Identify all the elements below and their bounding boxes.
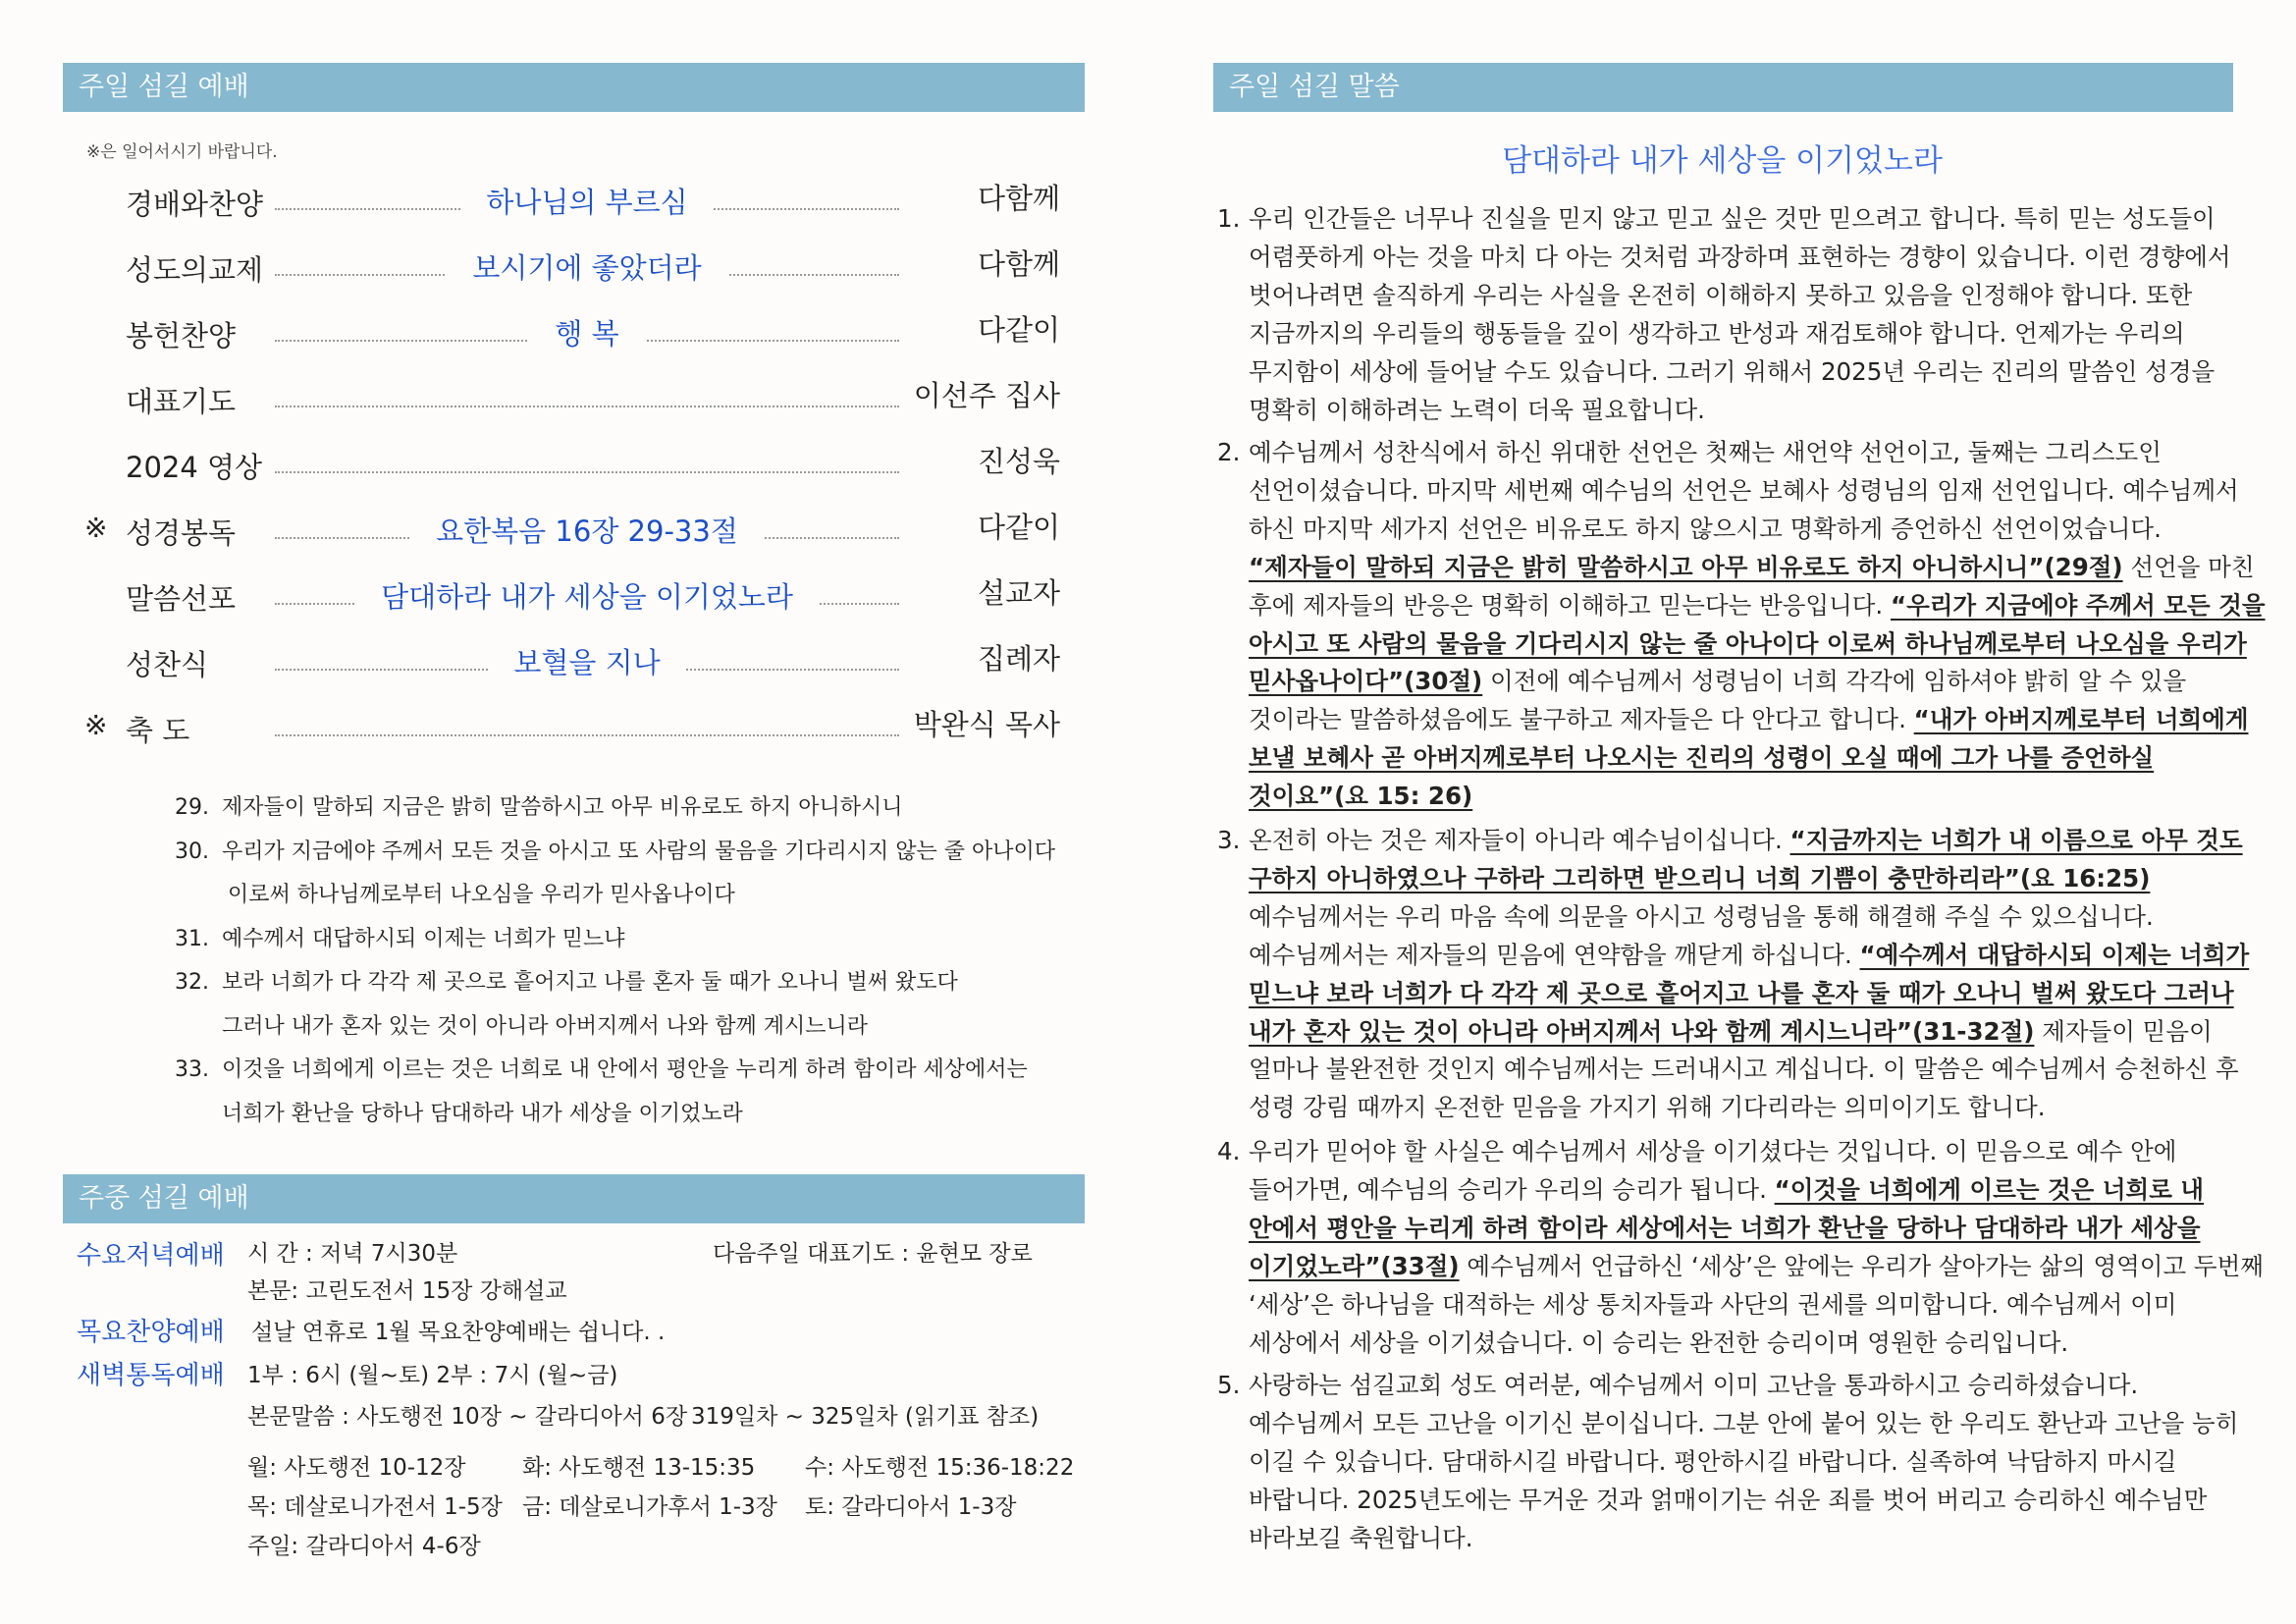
verse: [175, 838, 1058, 882]
paragraph-number: 3.: [1217, 826, 1241, 854]
standing-note: ※은 일어서시기 바랍니다.: [86, 142, 278, 162]
paragraph-line: 바라보길 축원합니다.: [1249, 1523, 1473, 1552]
paragraph-line: [1217, 625, 2247, 664]
daily-reading: 주일: 갈라디아서 4-6장: [247, 1534, 481, 1559]
quote-text: 이기었노라”(33절): [1249, 1251, 1460, 1280]
paragraph-line: ‘세상’은 하나님을 대적하는 세상 통치자들과 사단의 권세를 의미합니다. 예수님께서 이미: [1249, 1289, 2177, 1319]
next-prayer: 다음주일 대표기도 : 윤현모 장로: [713, 1241, 1033, 1267]
sermon-paragraph-4: [1217, 1133, 2264, 1362]
order-row: [79, 502, 1060, 568]
order-item: 2024 영상: [126, 451, 263, 484]
paragraph-line: 명확히 이해하려는 노력이 더욱 필요합니다.: [1249, 395, 1705, 424]
order-row: [79, 633, 1060, 699]
daily-reading: 토: 갈라디아서 1-3장: [805, 1494, 1017, 1520]
paragraph-line: 무지함이 세상에 들어날 수도 있습니다. 그러기 위해서 2025년 우리는 진리의 말씀인 성경을: [1249, 356, 2216, 386]
verse-number: 30.: [175, 839, 209, 864]
order-title: 하나님의 부르심: [460, 186, 713, 219]
paragraph-line: 성령 강림 때까지 온전한 믿음을 가지기 위해 기다리라는 의미이기도 합니다.: [1249, 1093, 2046, 1122]
dotted-leader: [275, 734, 899, 736]
order-leader: 진성욱: [977, 445, 1060, 478]
verse: [175, 1056, 1058, 1100]
order-title: 행 복: [529, 317, 644, 351]
order-row: [79, 568, 1060, 633]
order-title: 요한복음 16장 29-33절: [410, 514, 764, 548]
order-leader: 다같이: [977, 313, 1060, 347]
order-row: [79, 304, 1060, 370]
verse-text: 이로써 하나님께로부터 나오심을 우리가 믿사옵나이다: [228, 883, 735, 907]
paragraph-line: 지금까지의 우리들의 행동들을 깊이 생각하고 반성과 재검토해야 합니다. 언제가는 우리의: [1249, 318, 2185, 348]
paragraph-line: [1217, 1013, 2228, 1052]
order-item: 경배와찬양: [126, 188, 264, 221]
plain-text: 후에 제자들의 반응은 명확히 이해하고 믿는다는 반응입니다.: [1249, 590, 1891, 620]
paragraph-line: 하신 마지막 세가지 선언은 비유로도 하지 않으시고 명확하게 증언하신 선언이었습니다.: [1249, 514, 2162, 543]
paragraph-line: 바랍니다. 2025년도에는 무거운 것과 얽매이기는 쉬운 죄를 벗어 버리고 승리하신 예수님만: [1249, 1485, 2208, 1514]
verse: [175, 925, 1058, 969]
dawn-label: 새벽통독예배: [77, 1361, 225, 1390]
verse: [175, 968, 1058, 1012]
paragraph-line: [1217, 1248, 2264, 1286]
paragraph-line: [1217, 549, 2255, 587]
dawn-days: 319일차 ~ 325일차 (읽기표 참조): [691, 1404, 1040, 1430]
sermon-paragraph-5: [1217, 1367, 2239, 1558]
quote-text: “제자들이 말하되 지금은 밝히 말씀하시고 아무 비유로도 하지 아니하시니”(29절): [1249, 552, 2123, 581]
paragraph-line: [1217, 739, 2228, 778]
paragraph-number: 2.: [1217, 438, 1241, 466]
plain-text: 예수님께서 언급하신 ‘세상’은 앞에는 우리가 살아가는 삶의 영역이고 두번째: [1459, 1251, 2264, 1280]
dawn-time: 1부 : 6시 (월~토) 2부 : 7시 (월~금): [247, 1363, 618, 1388]
dotted-leader: [275, 471, 899, 473]
order-leader: 집례자: [977, 642, 1060, 676]
sermon-paragraph-3: [1217, 822, 2250, 1127]
sermon-title: 담대하라 내가 세상을 이기었노라: [1502, 143, 1943, 179]
paragraph-line: [1217, 1171, 2228, 1210]
order-item: 대표기도: [126, 385, 237, 418]
order-row: [79, 173, 1060, 239]
sermon-header: 주일 섬길 말씀: [1213, 63, 2233, 112]
paragraph-line: 예수님께서 성찬식에서 하신 위대한 선언은 첫째는 새언약 선언이고, 둘째는 그리스도인: [1249, 438, 2162, 466]
order-item: 봉헌찬양: [126, 319, 237, 352]
plain-text: 제자들이 믿음이: [2034, 1016, 2213, 1046]
daily-reading: 목: 데살로니가전서 1-5장: [247, 1494, 503, 1520]
paragraph-line: 세상에서 세상을 이기셨습니다. 이 승리는 완전한 승리이며 영원한 승리입니다.: [1249, 1327, 2069, 1357]
verse-text: 보라 너희가 다 각각 제 곳으로 흩어지고 나를 혼자 둘 때가 오나니 벌써 왔도다: [222, 970, 958, 995]
quote-text: 믿사옵나이다”(30절): [1249, 667, 1483, 696]
verse: [175, 793, 1058, 838]
paragraph-line: 우리가 믿어야 할 사실은 예수님께서 세상을 이기셨다는 것입니다. 이 믿음으로 예수 안에: [1249, 1137, 2177, 1165]
daily-reading: 월: 사도행전 10-12장: [247, 1455, 466, 1481]
dotted-leader: [275, 406, 899, 407]
paragraph-line: [1217, 975, 2234, 1013]
order-row: [79, 436, 1060, 502]
plain-text: 온전히 아는 것은 제자들이 아니라 예수님이십니다.: [1249, 826, 1790, 854]
verse-text: 예수께서 대답하시되 이제는 너희가 믿느냐: [222, 926, 625, 951]
wed-time: 시 간 : 저녁 7시30분: [247, 1241, 458, 1267]
paragraph-line: 얼마나 불완전한 것인지 예수님께서는 드러내시고 계십니다. 이 말씀은 예수님께서 승천하신 후: [1249, 1055, 2239, 1084]
paragraph-number: 1.: [1217, 204, 1241, 233]
order-leader: 이선주 집사: [913, 379, 1060, 412]
order-of-worship: [79, 173, 1060, 765]
verse-number: 33.: [175, 1057, 209, 1082]
paragraph-line: 예수님께서는 우리 마음 속에 의문을 아시고 성령님을 통해 해결해 주실 수 있으십니다.: [1249, 901, 2154, 931]
paragraph-line: 사랑하는 섬길교회 성도 여러분, 예수님께서 이미 고난을 통과하시고 승리하셨습니다.: [1249, 1371, 2139, 1399]
order-leader: 박완식 목사: [913, 708, 1060, 741]
paragraph-line: 벗어나려면 솔직하게 우리는 사실을 온전히 이해하지 못하고 있음을 인정해야 합니다. 또한: [1249, 280, 2193, 309]
verse-number: 29.: [175, 795, 209, 820]
verse-text: 너희가 환난을 당하나 담대하라 내가 세상을 이기었노라: [222, 1101, 743, 1126]
paragraph-line: 선언이셨습니다. 마지막 세번째 예수님의 선언은 보혜사 성령님의 임재 선언입니다. 예수님께서: [1249, 475, 2239, 505]
daily-reading: 금: 데살로니가후서 1-3장: [522, 1494, 777, 1520]
dawn-text: 본문말씀 : 사도행전 10장 ~ 갈라디아서 6장: [247, 1404, 688, 1430]
order-title: 담대하라 내가 세상을 이기었노라: [355, 580, 819, 614]
sermon-paragraph-1: [1217, 200, 2231, 429]
order-item: 성찬식: [126, 648, 209, 681]
order-item: 성경봉독: [126, 516, 237, 550]
quote-text: 구하지 아니하였으나 구하라 그리하면 받으리니 너희 기쁨이 충만하리라”(요 16:25): [1249, 863, 2151, 893]
plain-text: 것이라는 말씀하셨음에도 불구하고 제자들은 다 안다고 합니다.: [1249, 705, 1914, 734]
thu-text: 설날 연휴로 1월 목요찬양예배는 쉽니다. .: [251, 1320, 666, 1345]
paragraph-line: [1217, 1210, 2228, 1248]
verse-text: 제자들이 말하되 지금은 밝히 말씀하시고 아무 비유로도 하지 아니하시니: [222, 795, 903, 820]
quote-text: 믿느냐 보라 너희가 다 각각 제 곳으로 흩어지고 나를 혼자 둘 때가 오나니 벌써 왔도다 그러나: [1249, 978, 2234, 1007]
plain-text: 이전에 예수님께서 성령님이 너희 각각에 임하셔야 밝히 알 수 있을: [1482, 667, 2187, 696]
paragraph-line: [1217, 663, 2228, 701]
quote-text: 내가 혼자 있는 것이 아니라 아버지께서 나와 함께 계시느니라”(31-32절): [1249, 1016, 2035, 1046]
paragraph-line: 우리 인간들은 너무나 진실을 믿지 않고 믿고 싶은 것만 믿으려고 합니다. 특히 믿는 성도들이: [1249, 204, 2216, 233]
plain-text: 선언을 마친: [2122, 552, 2255, 581]
paragraph-number: 5.: [1217, 1371, 1241, 1399]
worship-header: 주일 섬길 예배: [63, 63, 1085, 112]
order-leader: 다같이: [977, 511, 1060, 544]
order-item: 말씀선포: [126, 582, 237, 616]
thu-label: 목요찬양예배: [77, 1318, 225, 1347]
paragraph-line: 어렴풋하게 아는 것을 마치 다 아는 것처럼 과장하며 표현하는 경향이 있습니다. 이런 경향에서: [1249, 242, 2231, 271]
verse-number: 31.: [175, 926, 209, 951]
wed-label: 수요저녁예배: [77, 1241, 225, 1271]
verse-number: 32.: [175, 970, 209, 995]
paragraph-line: [1217, 937, 2250, 975]
sermon-paragraph-2: [1217, 434, 2266, 816]
quote-text: 안에서 평안을 누리게 하려 함이라 세상에서는 너희가 환난을 당하나 담대하라 내가 세상을: [1249, 1213, 2201, 1242]
order-leader: 설교자: [977, 576, 1060, 610]
order-leader: 다함께: [977, 247, 1060, 281]
paragraph-line: 이길 수 있습니다. 담대하시길 바랍니다. 평안하시길 바랍니다. 실족하여 낙담하지 마시길: [1249, 1446, 2177, 1476]
verse-text: 그러나 내가 혼자 있는 것이 아니라 아버지께서 나와 함께 계시느니라: [222, 1013, 868, 1039]
paragraph-number: 4.: [1217, 1137, 1241, 1165]
verse-text: 이것을 너희에게 이르는 것은 너희로 내 안에서 평안을 누리게 하려 함이라 세상에서는: [222, 1057, 1028, 1082]
plain-text: 들어가면, 예수님의 승리가 우리의 승리가 됩니다.: [1249, 1174, 1775, 1204]
quote-text: 보낼 보혜사 곧 아버지께로부터 나오시는 진리의 성령이 오실 때에 그가 나를 증언하실: [1249, 743, 2155, 773]
scripture-reading: [175, 793, 1058, 1143]
quote-text: 것이요”(요 15: 26): [1249, 782, 1473, 811]
order-row: [79, 699, 1060, 765]
stand-mark: ※: [84, 709, 108, 741]
quote-text: “내가 아버지께로부터 너희에게: [1913, 705, 2249, 734]
quote-text: “지금까지는 너희가 내 이름으로 아무 것도: [1789, 826, 2243, 854]
daily-reading: 화: 사도행전 13-15:35: [522, 1455, 756, 1481]
quote-text: “예수께서 대답하시되 이제는 너희가: [1859, 940, 2250, 969]
paragraph-line: [1217, 778, 2228, 816]
wed-text: 본문: 고린도전서 15장 강해설교: [247, 1278, 567, 1304]
quote-text: 아시고 또 사람의 물음을 기다리시지 않는 줄 아나이다 이로써 하나님께로부터 나오심을 우리가: [1249, 628, 2247, 658]
daily-reading: 수: 사도행전 15:36-18:22: [805, 1455, 1075, 1481]
order-item: 축 도: [126, 714, 190, 747]
paragraph-line: [1217, 822, 2243, 860]
paragraph-line: [1217, 587, 2266, 625]
verse-text: 우리가 지금에야 주께서 모든 것을 아시고 또 사람의 물음을 기다리시지 않는 줄 아나이다: [222, 839, 1055, 864]
order-row: [79, 239, 1060, 304]
paragraph-line: [1217, 860, 2228, 898]
quote-text: “이것을 너희에게 이르는 것은 너희로 내: [1774, 1174, 2205, 1204]
order-title: 보혈을 지나: [488, 646, 685, 679]
paragraph-line: [1217, 701, 2249, 739]
order-row: [79, 370, 1060, 436]
weekday-header: 주중 섬길 예배: [63, 1174, 1085, 1223]
quote-text: “우리가 지금에야 주께서 모든 것을: [1890, 590, 2266, 620]
order-item: 성도의교제: [126, 253, 264, 287]
stand-mark: ※: [84, 512, 108, 544]
order-title: 보시기에 좋았더라: [447, 251, 726, 285]
plain-text: 예수님께서는 제자들의 믿음에 연약함을 깨닫게 하십니다.: [1249, 940, 1860, 969]
paragraph-line: 예수님께서 모든 고난을 이기신 분이십니다. 그분 안에 붙어 있는 한 우리도 환난과 고난을 능히: [1249, 1408, 2239, 1437]
order-leader: 다함께: [977, 182, 1060, 215]
